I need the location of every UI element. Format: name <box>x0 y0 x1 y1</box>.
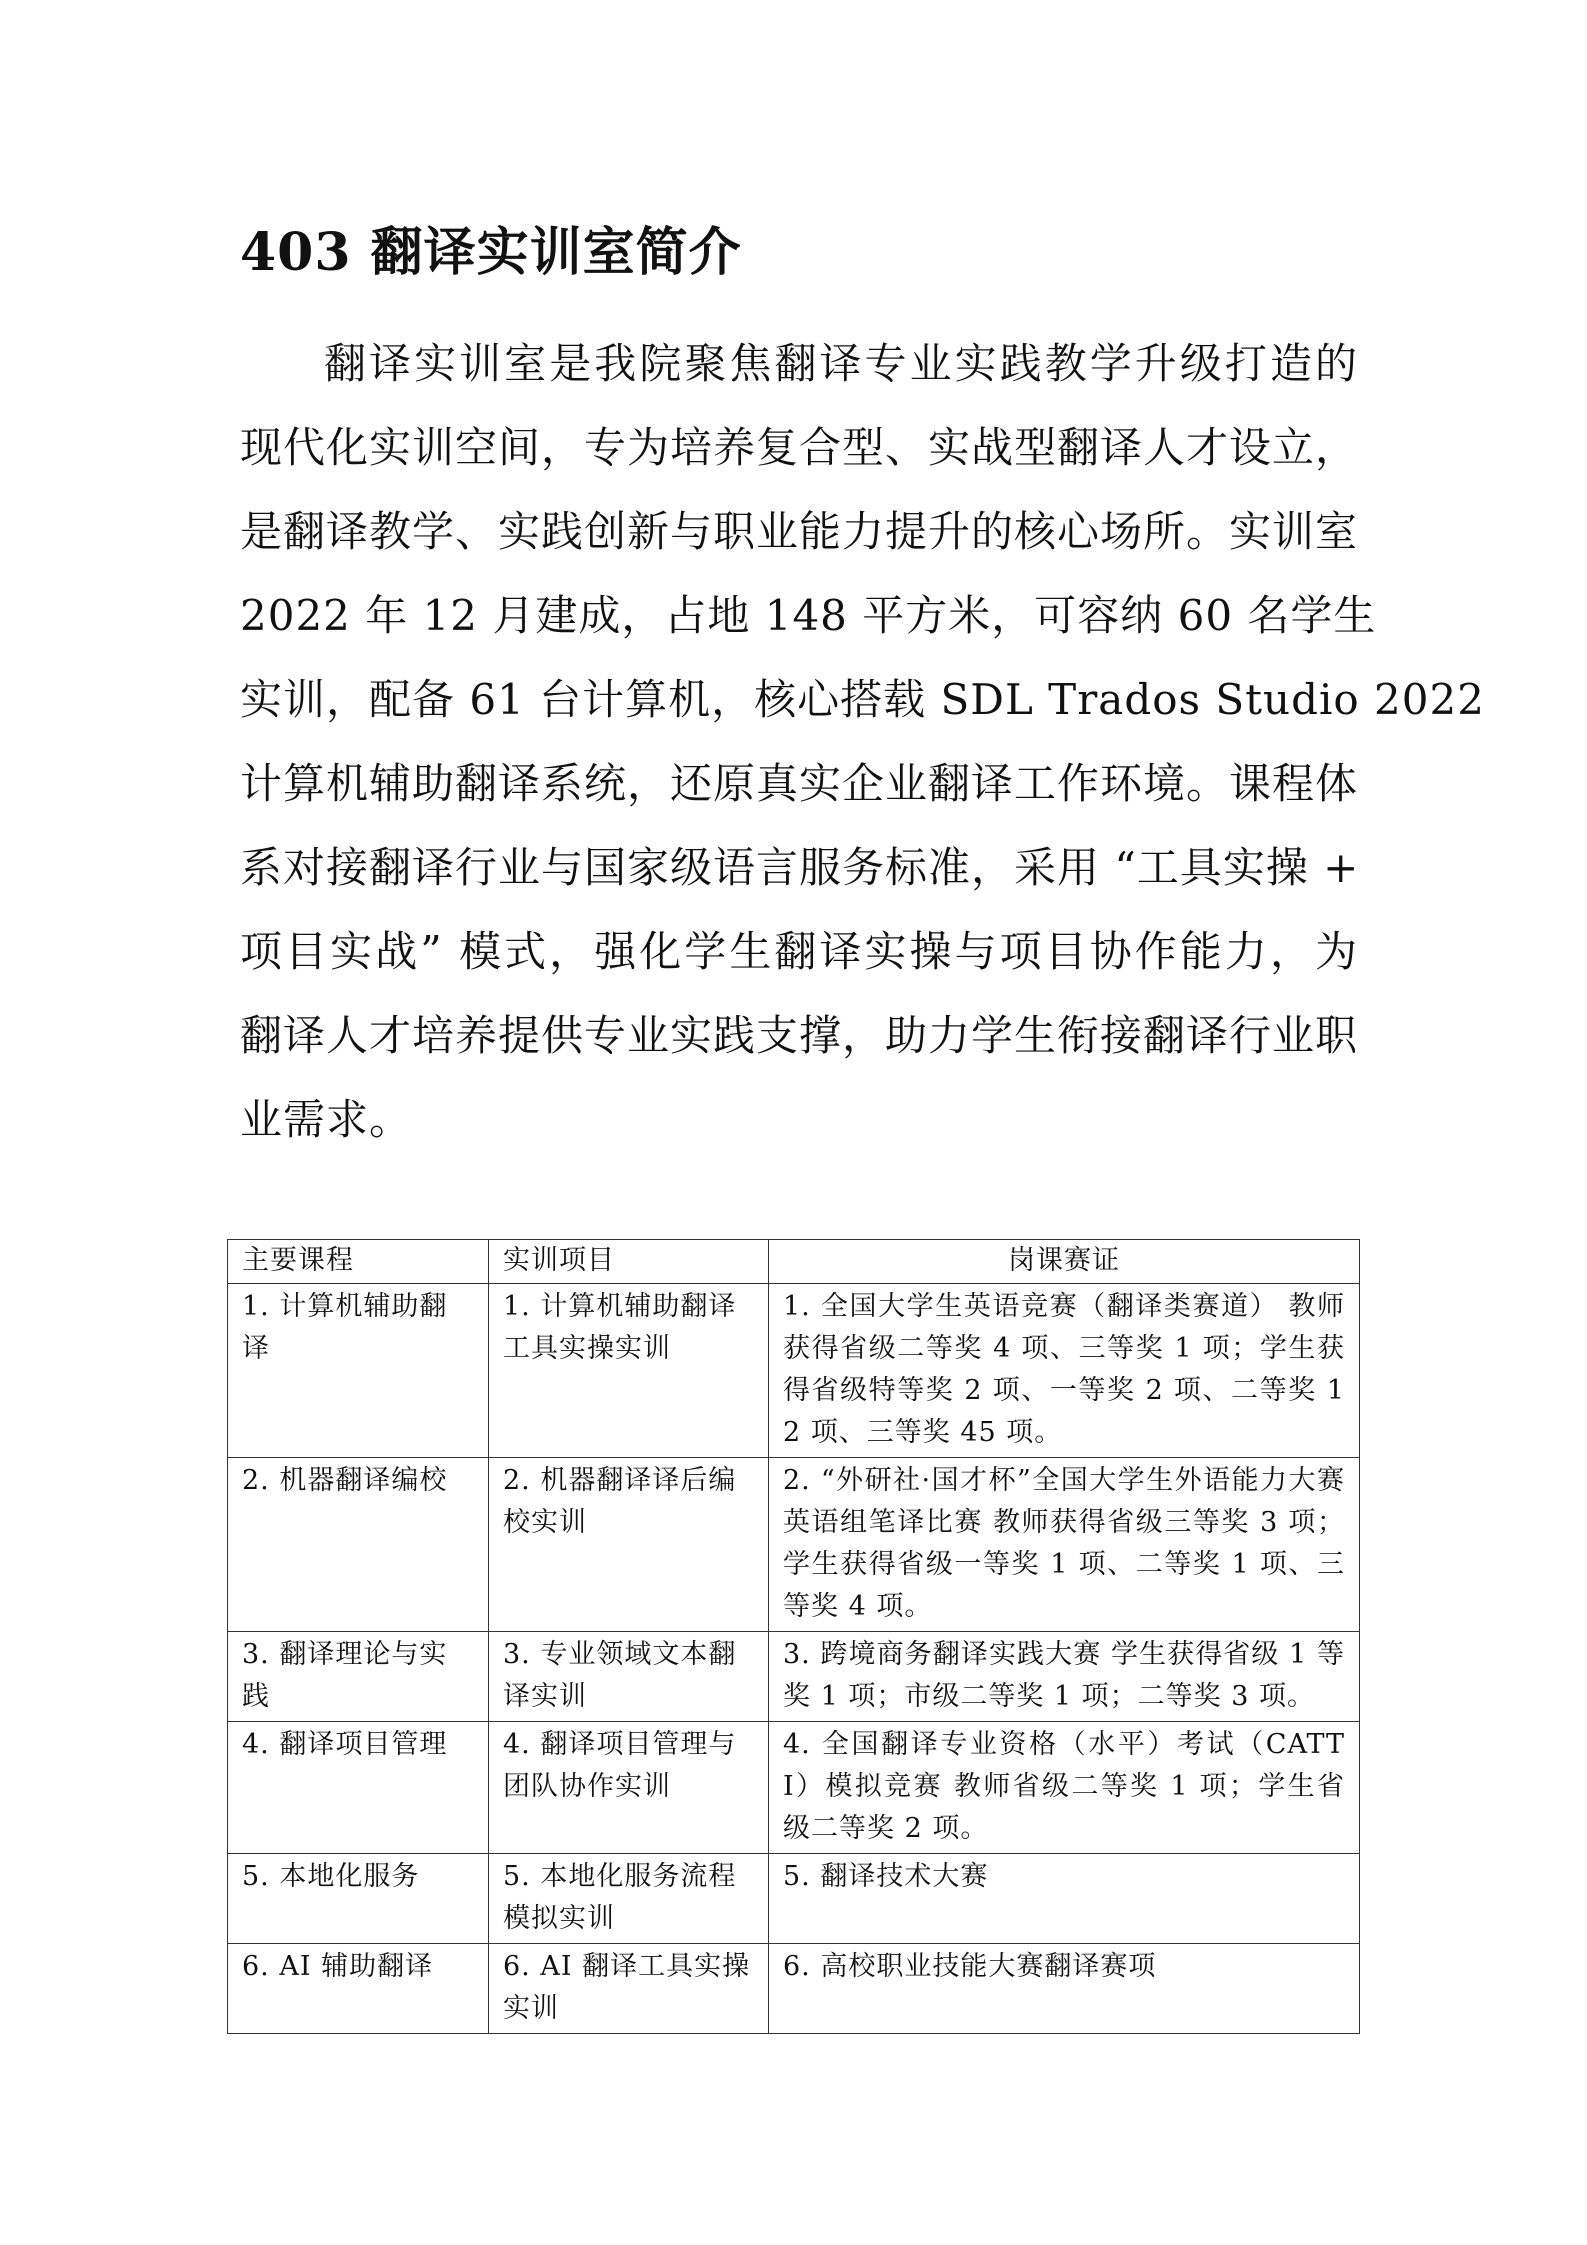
table-header-row <box>228 1240 1360 1284</box>
project-cell: 6. AI 翻译工具实操实训 <box>489 1944 769 2034</box>
header-training-projects: 实训项目 <box>489 1240 769 1284</box>
course-cell: 5. 本地化服务 <box>228 1854 489 1944</box>
course-table <box>227 1239 1360 2034</box>
intro-line: 计算机辅助翻译系统，还原真实企业翻译工作环境。课程体 <box>240 759 1359 808</box>
table-row <box>228 1722 1360 1854</box>
intro-paragraph <box>240 322 1485 1162</box>
project-cell: 5. 本地化服务流程模拟实训 <box>489 1854 769 1944</box>
page-title: 403 翻译实训室简介 <box>240 222 742 283</box>
project-cell: 2. 机器翻译译后编校实训 <box>489 1458 769 1632</box>
course-cell: 1. 计算机辅助翻译 <box>228 1284 489 1458</box>
award-cell: 6. 高校职业技能大赛翻译赛项 <box>769 1944 1360 2034</box>
intro-line: 2022 年 12 月建成，占地 148 平方米，可容纳 60 名学生 <box>240 591 1377 640</box>
intro-line: 现代化实训空间，专为培养复合型、实战型翻译人才设立， <box>240 423 1359 472</box>
project-cell: 1. 计算机辅助翻译工具实操实训 <box>489 1284 769 1458</box>
award-cell: 3. 跨境商务翻译实践大赛 学生获得省级 1 等奖 1 项；市级二等奖 1 项；二等奖 3 项。 <box>769 1632 1360 1722</box>
table-row <box>228 1944 1360 2034</box>
intro-line: 业需求。 <box>240 1095 413 1144</box>
award-cell: 4. 全国翻译专业资格（水平）考试（CATTI）模拟竞赛 教师省级二等奖 1 项；学生省级二等奖 2 项。 <box>769 1722 1360 1854</box>
course-cell: 3. 翻译理论与实践 <box>228 1632 489 1722</box>
project-cell: 3. 专业领域文本翻译实训 <box>489 1632 769 1722</box>
intro-line: 系对接翻译行业与国家级语言服务标准，采用 “工具实操 + <box>240 843 1360 892</box>
intro-line: 翻译实训室是我院聚焦翻译专业实践教学升级打造的 <box>324 339 1358 388</box>
intro-line: 是翻译教学、实践创新与职业能力提升的核心场所。实训室 <box>240 507 1359 556</box>
intro-line: 项目实战” 模式，强化学生翻译实操与项目协作能力，为 <box>240 927 1358 976</box>
intro-line: 翻译人才培养提供专业实践支撑，助力学生衔接翻译行业职 <box>240 1011 1359 1060</box>
course-cell: 6. AI 辅助翻译 <box>228 1944 489 2034</box>
award-cell: 5. 翻译技术大赛 <box>769 1854 1360 1944</box>
header-main-courses: 主要课程 <box>228 1240 489 1284</box>
table-row <box>228 1284 1360 1458</box>
table-row <box>228 1458 1360 1632</box>
award-cell: 1. 全国大学生英语竞赛（翻译类赛道） 教师获得省级二等奖 4 项、三等奖 1 项；学生获得省级特等奖 2 项、一等奖 2 项、二等奖 12 项、三等奖 45 项。 <box>769 1284 1360 1458</box>
table-row <box>228 1632 1360 1722</box>
intro-line: 实训，配备 61 台计算机，核心搭载 SDL Trados Studio 2022 <box>240 675 1485 724</box>
course-cell: 4. 翻译项目管理 <box>228 1722 489 1854</box>
header-post-course-competition: 岗课赛证 <box>769 1240 1360 1284</box>
course-cell: 2. 机器翻译编校 <box>228 1458 489 1632</box>
project-cell: 4. 翻译项目管理与团队协作实训 <box>489 1722 769 1854</box>
table-row <box>228 1854 1360 1944</box>
award-cell: 2. “外研社·国才杯”全国大学生外语能力大赛英语组笔译比赛 教师获得省级三等奖 3 项；学生获得省级一等奖 1 项、二等奖 1 项、三等奖 4 项。 <box>769 1458 1360 1632</box>
